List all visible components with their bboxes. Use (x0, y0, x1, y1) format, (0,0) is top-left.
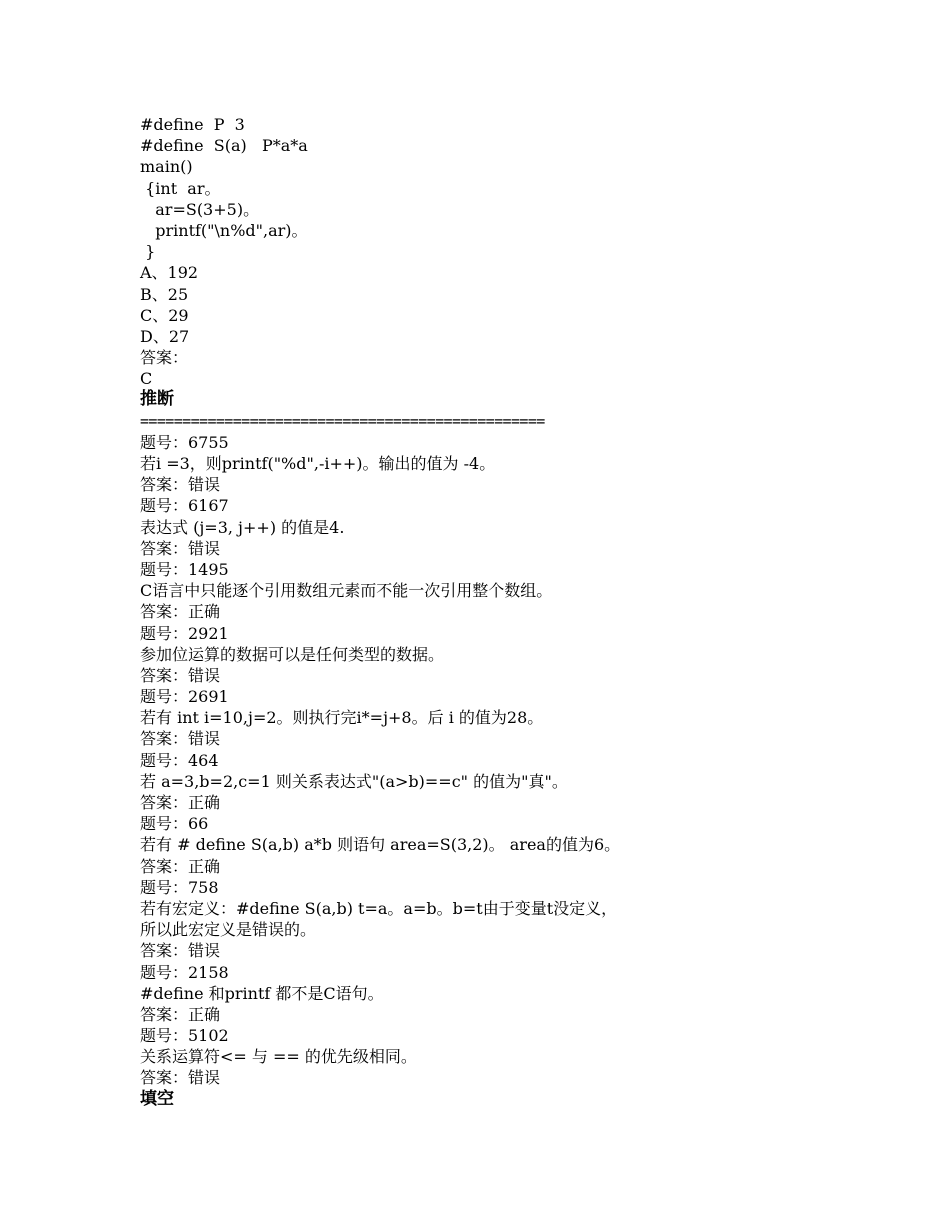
question-item (140, 813, 840, 877)
option-list (140, 262, 840, 347)
option-a: A、192 (140, 263, 199, 283)
question-id: 题号：758 (140, 877, 219, 897)
question-answer: 答案：正确 (140, 602, 221, 622)
question-id: 题号：5102 (140, 1026, 229, 1046)
question-answer: 答案：错误 (140, 1068, 221, 1088)
question-text: 参加位运算的数据可以是任何类型的数据。 (140, 644, 445, 664)
option-b: B、25 (140, 284, 189, 304)
question-item (140, 750, 840, 814)
judge-question-list (140, 432, 840, 1089)
question-item (140, 623, 840, 687)
question-text: 表达式 (j=3, j++) 的值是4. (140, 517, 345, 537)
question-text: 若有宏定义：#define S(a,b) t=a。a=b。b=t由于变量t没定义， (140, 898, 618, 918)
question-answer: 答案：正确 (140, 1004, 221, 1024)
question-answer: 答案：正确 (140, 856, 221, 876)
question-answer: 答案：错误 (140, 941, 221, 961)
answer-label: 答案： (140, 348, 189, 368)
code-line: printf("\n%d",ar)。 (140, 220, 308, 240)
section-title-fill: 填空 (140, 1088, 174, 1109)
question-text: 若有 # define S(a,b) a*b 则语句 area=S(3,2)。 area的值为6。 (140, 835, 621, 855)
question-answer: 答案：错误 (140, 729, 221, 749)
question-text: #define 和printf 都不是C语句。 (140, 983, 384, 1003)
option-c: C、29 (140, 305, 189, 325)
question-item (140, 559, 840, 623)
code-line: } (140, 242, 156, 262)
question-text: 若 a=3,b=2,c=1 则关系表达式"(a>b)==c" 的值为"真"。 (140, 771, 568, 791)
question-item (140, 1025, 840, 1089)
section-divider: ================================================ (140, 411, 545, 430)
question-item (140, 962, 840, 1026)
question-id: 题号：66 (140, 814, 209, 834)
question-answer: 答案：错误 (140, 665, 221, 685)
code-line: #define S(a) P*a*a (140, 136, 308, 156)
question-answer: 答案：正确 (140, 793, 221, 812)
question-text: 若有 int i=10,j=2。则执行完i*=j+8。后 i 的值为28。 (140, 708, 544, 728)
question-item (140, 686, 840, 750)
question-text: 关系运算符<= 与 == 的优先级相同。 (140, 1047, 417, 1067)
question-item (140, 432, 840, 496)
question-id: 题号：464 (140, 750, 219, 770)
question-item (140, 495, 840, 559)
code-line: #define P 3 (140, 115, 245, 134)
section-title-judge: 推断 (140, 389, 174, 410)
question-id: 题号：6167 (140, 496, 229, 516)
code-line: {int ar。 (140, 178, 221, 198)
question-id: 题号：6755 (140, 432, 229, 452)
code-line: main() (140, 157, 193, 177)
document-page (140, 114, 840, 1110)
question-item (140, 877, 840, 962)
question-id: 题号：2921 (140, 623, 229, 643)
question-answer: 答案：错误 (140, 538, 221, 558)
question-text-continued: 所以此宏定义是错误的。 (140, 920, 317, 940)
question-id: 题号：1495 (140, 559, 229, 579)
code-block (140, 114, 840, 262)
answer-value: C (140, 369, 153, 389)
code-line: ar=S(3+5)。 (140, 199, 260, 219)
code-question (140, 114, 840, 389)
question-text: C语言中只能逐个引用数组元素而不能一次引用整个数组。 (140, 581, 553, 601)
question-answer: 答案：错误 (140, 475, 221, 495)
question-text: 若i =3，则printf("%d",-i++)。输出的值为 -4。 (140, 454, 496, 473)
question-id: 题号：2691 (140, 687, 229, 707)
question-id: 题号：2158 (140, 962, 229, 982)
option-d: D、27 (140, 326, 190, 346)
